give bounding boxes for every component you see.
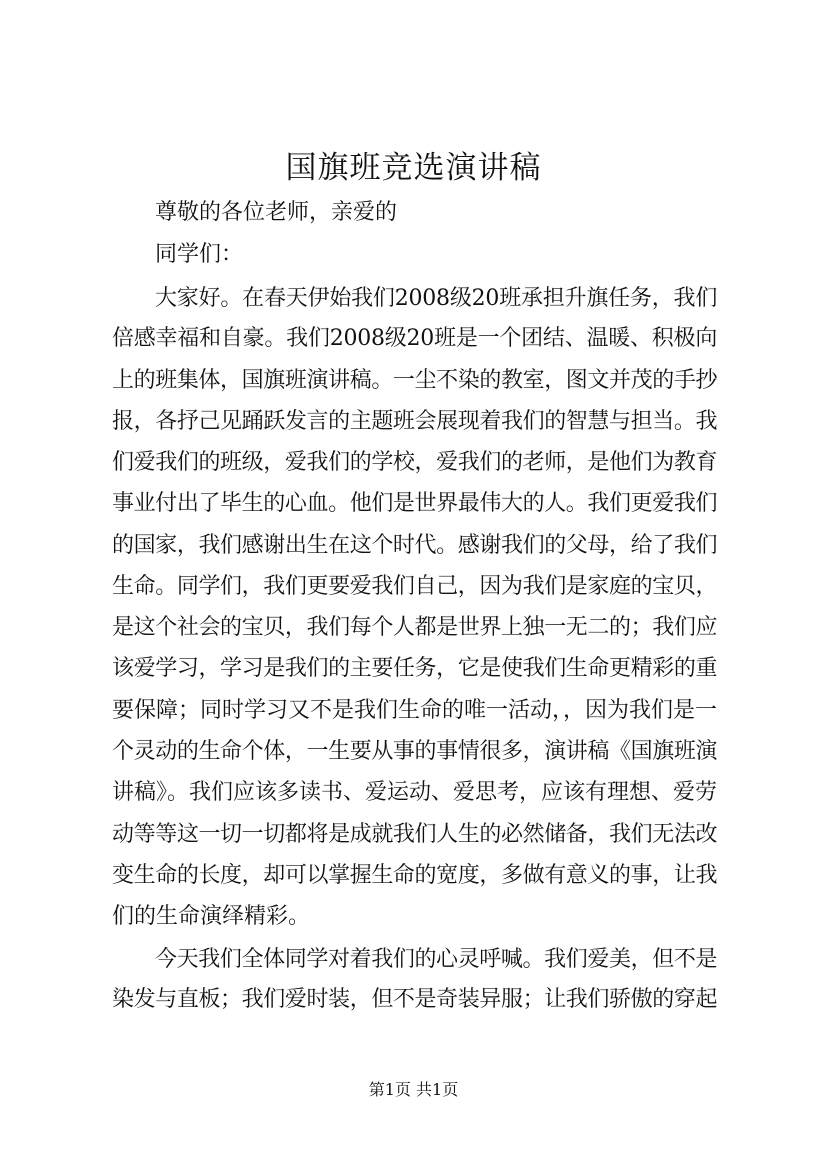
paragraph-line: 是这个社会的宝贝，我们每个人都是世界上独一无二的；我们应 (112, 615, 718, 640)
paragraph-line: 上的班集体，国旗班演讲稿。一尘不染的教室，图文并茂的手抄 (112, 368, 718, 393)
paragraph-line: 染发与直板；我们爱时装，但不是奇装异服；让我们骄傲的穿起 (112, 987, 718, 1012)
document-title: 国旗班竞选演讲稿 (285, 150, 542, 186)
paragraph-line: 事业付出了毕生的心血。他们是世界最伟大的人。我们更爱我们 (112, 491, 718, 516)
paragraph-line: 们的生命演绎精彩。 (112, 904, 311, 929)
paragraph-line: 个灵动的生命个体，一生要从事的事情很多，演讲稿《国旗班演 (112, 739, 718, 764)
paragraph-line: 变生命的长度，却可以掌握生命的宽度，多做有意义的事，让我 (112, 863, 718, 888)
page-number: 第1页 共1页 (368, 1080, 459, 1099)
salutation-line: 同学们： (155, 242, 244, 267)
paragraph-line: 生命。同学们，我们更要爱我们自己，因为我们是家庭的宝贝， (112, 574, 718, 599)
paragraph-line: 倍感幸福和自豪。我们2008级20班是一个团结、温暖、积极向 (112, 326, 718, 351)
paragraph-line: 们爱我们的班级，爱我们的学校，爱我们的老师，是他们为教育 (112, 450, 718, 475)
paragraph-line: 动等等这一切一切都将是成就我们人生的必然储备，我们无法改 (112, 822, 718, 847)
paragraph-line: 该爱学习，学习是我们的主要任务，它是使我们生命更精彩的重 (112, 656, 718, 681)
paragraph-line: 的国家，我们感谢出生在这个时代。感谢我们的父母，给了我们 (112, 533, 718, 558)
paragraph-line: 讲稿》。我们应该多读书、爱运动、爱思考，应该有理想、爱劳 (112, 780, 718, 805)
paragraph-line: 要保障；同时学习又不是我们生命的唯一活动，，因为我们是一 (112, 698, 718, 723)
salutation-line: 尊敬的各位老师，亲爱的 (155, 200, 398, 225)
paragraph-line: 报，各抒己见踊跃发言的主题班会展现着我们的智慧与担当。我 (112, 409, 718, 434)
paragraph-line: 大家好。在春天伊始我们2008级20班承担升旗任务，我们 (155, 286, 718, 311)
paragraph-line: 今天我们全体同学对着我们的心灵呼喊。我们爱美，但不是 (155, 947, 718, 972)
